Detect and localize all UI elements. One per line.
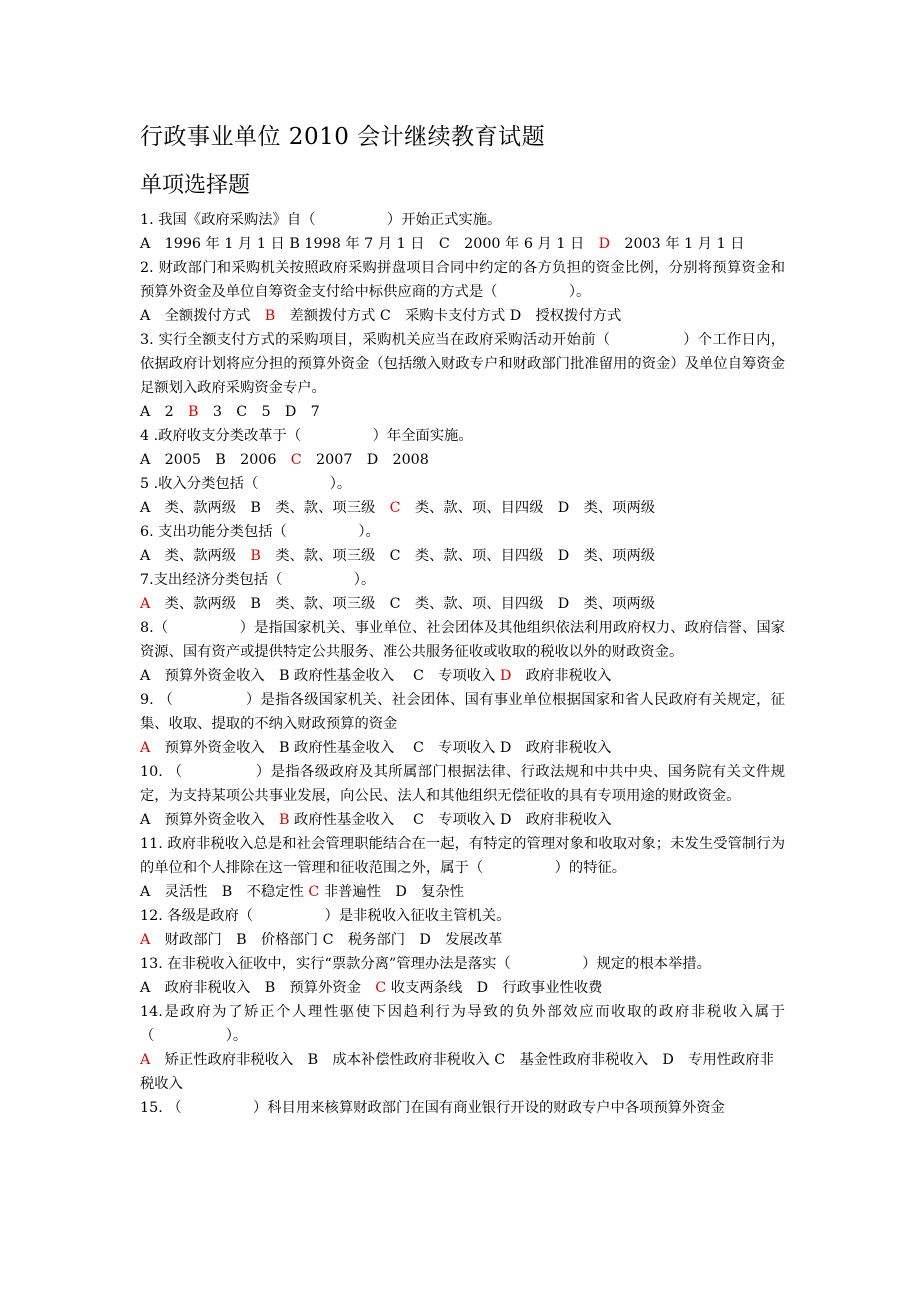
document-title: 行政事业单位 2010 会计继续教育试题: [140, 124, 546, 150]
answer-letter: D: [598, 236, 611, 252]
question-options: [140, 304, 785, 328]
answer-letter: B: [279, 812, 290, 828]
question-list: [140, 208, 785, 1120]
question-options: [140, 976, 785, 1000]
question-options: [140, 400, 785, 424]
question-stem: 15. （ ）科目用来核算财政部门在国有商业银行开设的财政专户中各项预算外资金: [140, 1100, 725, 1116]
document-page: [140, 118, 785, 1120]
question-stem: 7.支出经济分类包括（ ）。: [140, 572, 376, 588]
option-text: A 类、款两级 B 类、款、项三级: [140, 500, 390, 516]
answer-letter: A: [140, 596, 151, 612]
option-text: 财政部门 B 价格部门 C 税务部门 D 发展改革: [150, 932, 503, 948]
option-text: B 1998 年 7 月 1 日 C 2000 年 6 月 1 日: [289, 236, 599, 252]
option-text: A 2005 B 2006: [140, 452, 291, 468]
question-options: [140, 544, 785, 568]
question-options: [140, 496, 785, 520]
answer-letter: A: [140, 1052, 151, 1068]
question-stem: 4 .政府收支分类改革于（ ）年全面实施。: [140, 428, 473, 444]
question-options: [140, 928, 785, 952]
option-text: A 灵活性 B 不稳定性: [140, 884, 309, 900]
question-options: [140, 448, 785, 472]
option-text: 3 C 5 D 7: [198, 404, 320, 420]
question-stem: 8.（ ）是指国家机关、事业单位、社会团体及其他组织依法利用政府权力、政府信誉、国家资源、国有资产或提供特定公共服务、准公共服务征收或收取的税收以外的财政资金。: [140, 620, 785, 660]
question-stem: 9. （ ）是指各级国家机关、社会团体、国有事业单位根据国家和省人民政府有关规定，征集、收取、提取的不纳入财政预算的资金: [140, 692, 785, 732]
answer-letter: A: [140, 932, 151, 948]
option-text: A 2: [140, 404, 189, 420]
question-stem: 6. 支出功能分类包括（ ）。: [140, 524, 380, 540]
answer-letter: C: [290, 452, 302, 468]
option-text: A 预算外资金收入: [140, 812, 279, 828]
question-stem: 1. 我国《政府采购法》自（ ）开始正式实施。: [140, 212, 502, 228]
answer-letter: B: [188, 404, 199, 420]
option-text: 非普遍性 D 复杂性: [319, 884, 464, 900]
option-text: A 预算外资金收入 B 政府性基金收入 C 专项收入: [140, 668, 500, 684]
option-text: 矫正性政府非税收入 B 成本补偿性政府非税收入 C 基金性政府非税收入 D 专用性政府非税收入: [140, 1052, 774, 1092]
answer-letter: C: [389, 500, 401, 516]
option-text: 类、款两级 B 类、款、项三级 C 类、款、项、目四级 D 类、项两级: [150, 596, 656, 612]
question-stem: 3. 实行全额支付方式的采购项目，采购机关应当在政府采购活动开始前（ ）个工作日内，依据政府计划将应分担的预算外资金（包括缴入财政专户和财政部门批准留用的资金）及单位自筹资金足额划入政府采购资金专户。: [140, 332, 785, 396]
option-text: 收支两条线 D 行政事业性收费: [386, 980, 603, 996]
option-text: 政府非税收入: [511, 668, 612, 684]
question-stem: 2. 财政部门和采购机关按照政府采购拼盘项目合同中约定的各方负担的资金比例，分别将预算资金和预算外资金及单位自筹资金支付给中标供应商的方式是（ ）。: [140, 260, 785, 300]
option-text: 2007 D 2008: [301, 452, 429, 468]
answer-letter: C: [308, 884, 320, 900]
option-text: 2003 年 1 月 1 日: [610, 236, 745, 252]
question-stem: 14.是政府为了矫正个人理性驱使下因趋利行为导致的负外部效应而收取的政府非税收入属于（ ）。: [140, 1004, 785, 1044]
option-text: 政府性基金收入 C 专项收入 D 政府非税收入: [289, 812, 612, 828]
answer-letter: D: [499, 668, 512, 684]
question-stem: 5 .收入分类包括（ ）。: [140, 476, 352, 492]
question-options: [140, 808, 785, 832]
question-options: [140, 1048, 785, 1096]
option-text: A 类、款两级: [140, 548, 251, 564]
question-stem: 10. （ ）是指各级政府及其所属部门根据法律、行政法规和中共中央、国务院有关文件规定，为支持某项公共事业发展，向公民、法人和其他组织无偿征收的具有专项用途的财政资金。: [140, 764, 785, 804]
option-text: 预算外资金收入 B 政府性基金收入 C 专项收入 D 政府非税收入: [150, 740, 612, 756]
answer-letter: A: [140, 740, 151, 756]
question-options: [140, 592, 785, 616]
answer-letter: B: [264, 308, 276, 324]
option-text: A 全额拨付方式: [140, 308, 265, 324]
answer-letter: B: [250, 548, 261, 564]
question-stem: 13. 在非税收入征收中，实行“票款分离”管理办法是落实（ ）规定的根本举措。: [140, 956, 711, 972]
question-options: [140, 880, 785, 904]
option-text: A 1996 年 1 月 1 日: [140, 236, 290, 252]
section-heading: 单项选择题: [140, 173, 251, 198]
option-text: 类、款、项、目四级 D 类、项两级: [400, 500, 656, 516]
question-stem: 12. 各级是政府（ ）是非税收入征收主管机关。: [140, 908, 511, 924]
question-options: [140, 736, 785, 760]
question-stem: 11. 政府非税收入总是和社会管理职能结合在一起，有特定的管理对象和收取对象；未发生受管制行为的单位和个人排除在这一管理和征收范围之外，属于（ ）的特征。: [140, 836, 785, 876]
answer-letter: C: [375, 980, 387, 996]
option-text: 类、款、项三级 C 类、款、项、目四级 D 类、项两级: [260, 548, 656, 564]
option-text: A 政府非税收入 B 预算外资金: [140, 980, 376, 996]
option-text: 差额拨付方式 C 采购卡支付方式 D 授权拨付方式: [275, 308, 622, 324]
question-options: [140, 232, 785, 256]
question-options: [140, 664, 785, 688]
